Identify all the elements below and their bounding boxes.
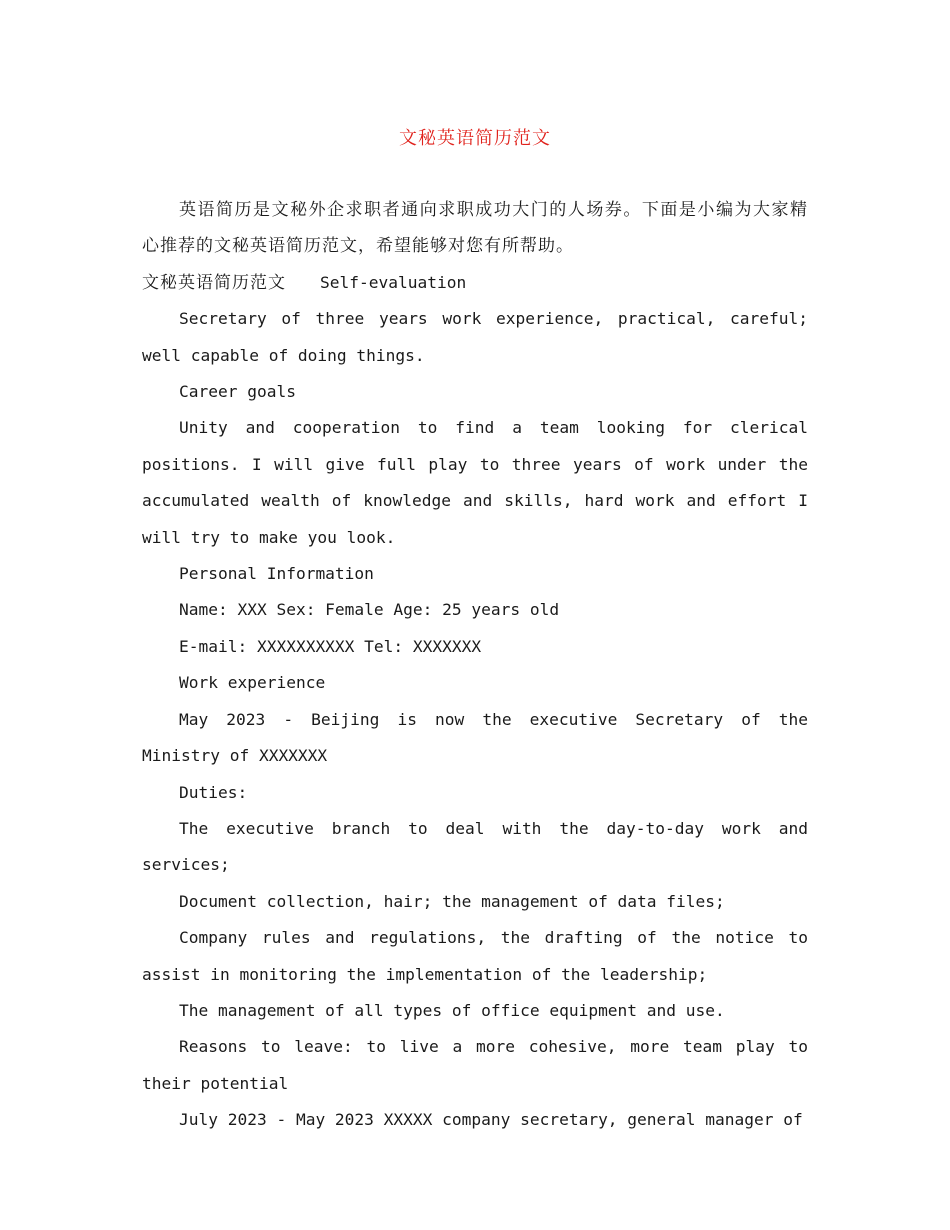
contact-info-line: E-mail: XXXXXXXXXX Tel: XXXXXXX — [179, 636, 482, 656]
job-entry: July 2023 - May 2023 XXXXX company secretary, general manager of — [179, 1110, 803, 1130]
job-entry: May 2023 - Beijing is now the executive Secretary of the Ministry of XXXXXXX — [142, 709, 808, 766]
duty-item: The management of all types of office equipment and use. — [179, 1000, 725, 1020]
duty-item: Company rules and regulations, the drafting of the notice to assist in monitoring the implementation of the leadership; — [142, 928, 808, 984]
section-label-cn: 文秘英语简历范文 — [142, 272, 286, 293]
duties-heading: Duties: — [179, 782, 248, 802]
self-evaluation-text: Secretary of three years work experience, practical, careful; well capable of doing things. — [142, 309, 808, 365]
career-goals-text: Unity and cooperation to find a team looking for clerical positions. I will give full play to three years of work under the accumulated wealth of knowledge and skills, hard work and effort I will try to make you look. — [142, 418, 808, 547]
document-body — [142, 192, 808, 1139]
document-title: 文秘英语简历范文 — [399, 128, 551, 149]
intro-paragraph: 英语简历是文秘外企求职者通向求职成功大门的人场券。下面是小编为大家精心推荐的文秘英语简历范文，希望能够对您有所帮助。 — [142, 200, 808, 257]
career-goals-heading: Career goals — [179, 382, 296, 402]
personal-info-line: Name: XXX Sex: Female Age: 25 years old — [179, 600, 560, 620]
reasons-to-leave: Reasons to leave: to live a more cohesive, more team play to their potential — [142, 1037, 808, 1093]
duty-item: The executive branch to deal with the day-to-day work and services; — [142, 818, 808, 875]
duty-item: Document collection, hair; the management of data files; — [179, 891, 725, 911]
section-label-en: Self-evaluation — [320, 272, 467, 292]
section-label-line — [142, 265, 808, 301]
personal-info-heading: Personal Information — [179, 564, 374, 584]
work-experience-heading: Work experience — [179, 673, 326, 693]
